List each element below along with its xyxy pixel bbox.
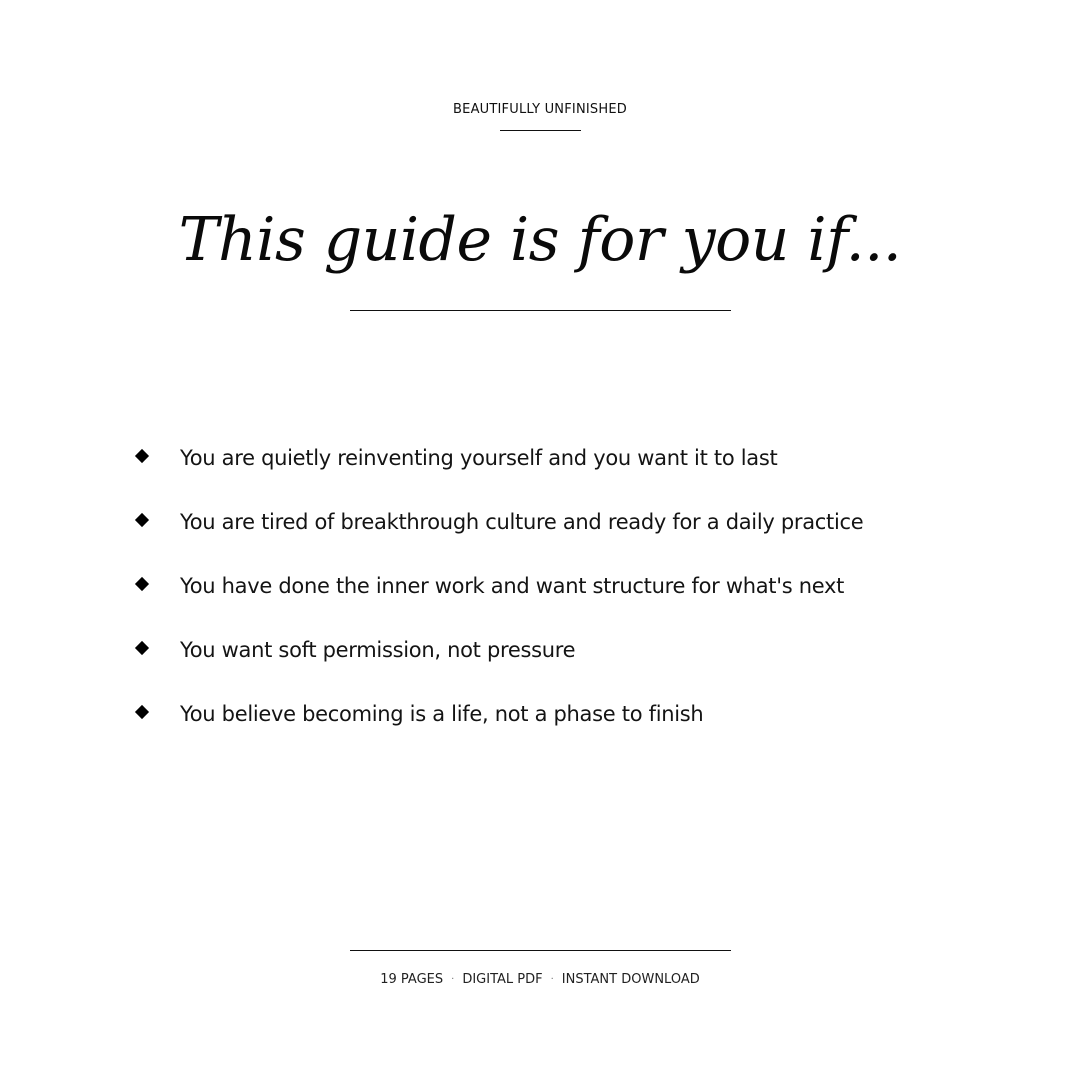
- list-item-text: You believe becoming is a life, not a phase to finish: [180, 702, 704, 726]
- footer-separator: ·: [451, 974, 455, 985]
- footer-divider: [350, 950, 731, 951]
- list-item-text: You are quietly reinventing yourself and you want it to last: [180, 446, 778, 470]
- list-item: [0, 440, 1080, 504]
- list-item: [0, 504, 1080, 568]
- page-title: This guide is for you if...: [178, 205, 902, 275]
- product-info-footer: [0, 971, 1080, 989]
- delivery-label: INSTANT DOWNLOAD: [561, 972, 700, 987]
- diamond-icon: [135, 449, 149, 463]
- eyebrow-label: BEAUTIFULLY UNFINISHED: [453, 102, 627, 117]
- diamond-icon: [135, 513, 149, 527]
- criteria-list: [0, 440, 1080, 760]
- diamond-icon: [135, 705, 149, 719]
- page-count-label: 19 PAGES: [380, 972, 444, 987]
- list-item-text: You have done the inner work and want structure for what's next: [180, 574, 845, 598]
- list-item-text: You are tired of breakthrough culture and ready for a daily practice: [180, 510, 864, 534]
- list-item: [0, 568, 1080, 632]
- footer-separator: ·: [550, 974, 554, 985]
- eyebrow-divider: [500, 130, 581, 131]
- diamond-icon: [135, 577, 149, 591]
- list-item: [0, 696, 1080, 760]
- diamond-icon: [135, 641, 149, 655]
- format-label: DIGITAL PDF: [462, 972, 543, 987]
- list-item-text: You want soft permission, not pressure: [180, 638, 576, 662]
- list-item: [0, 632, 1080, 696]
- title-divider: [350, 310, 731, 311]
